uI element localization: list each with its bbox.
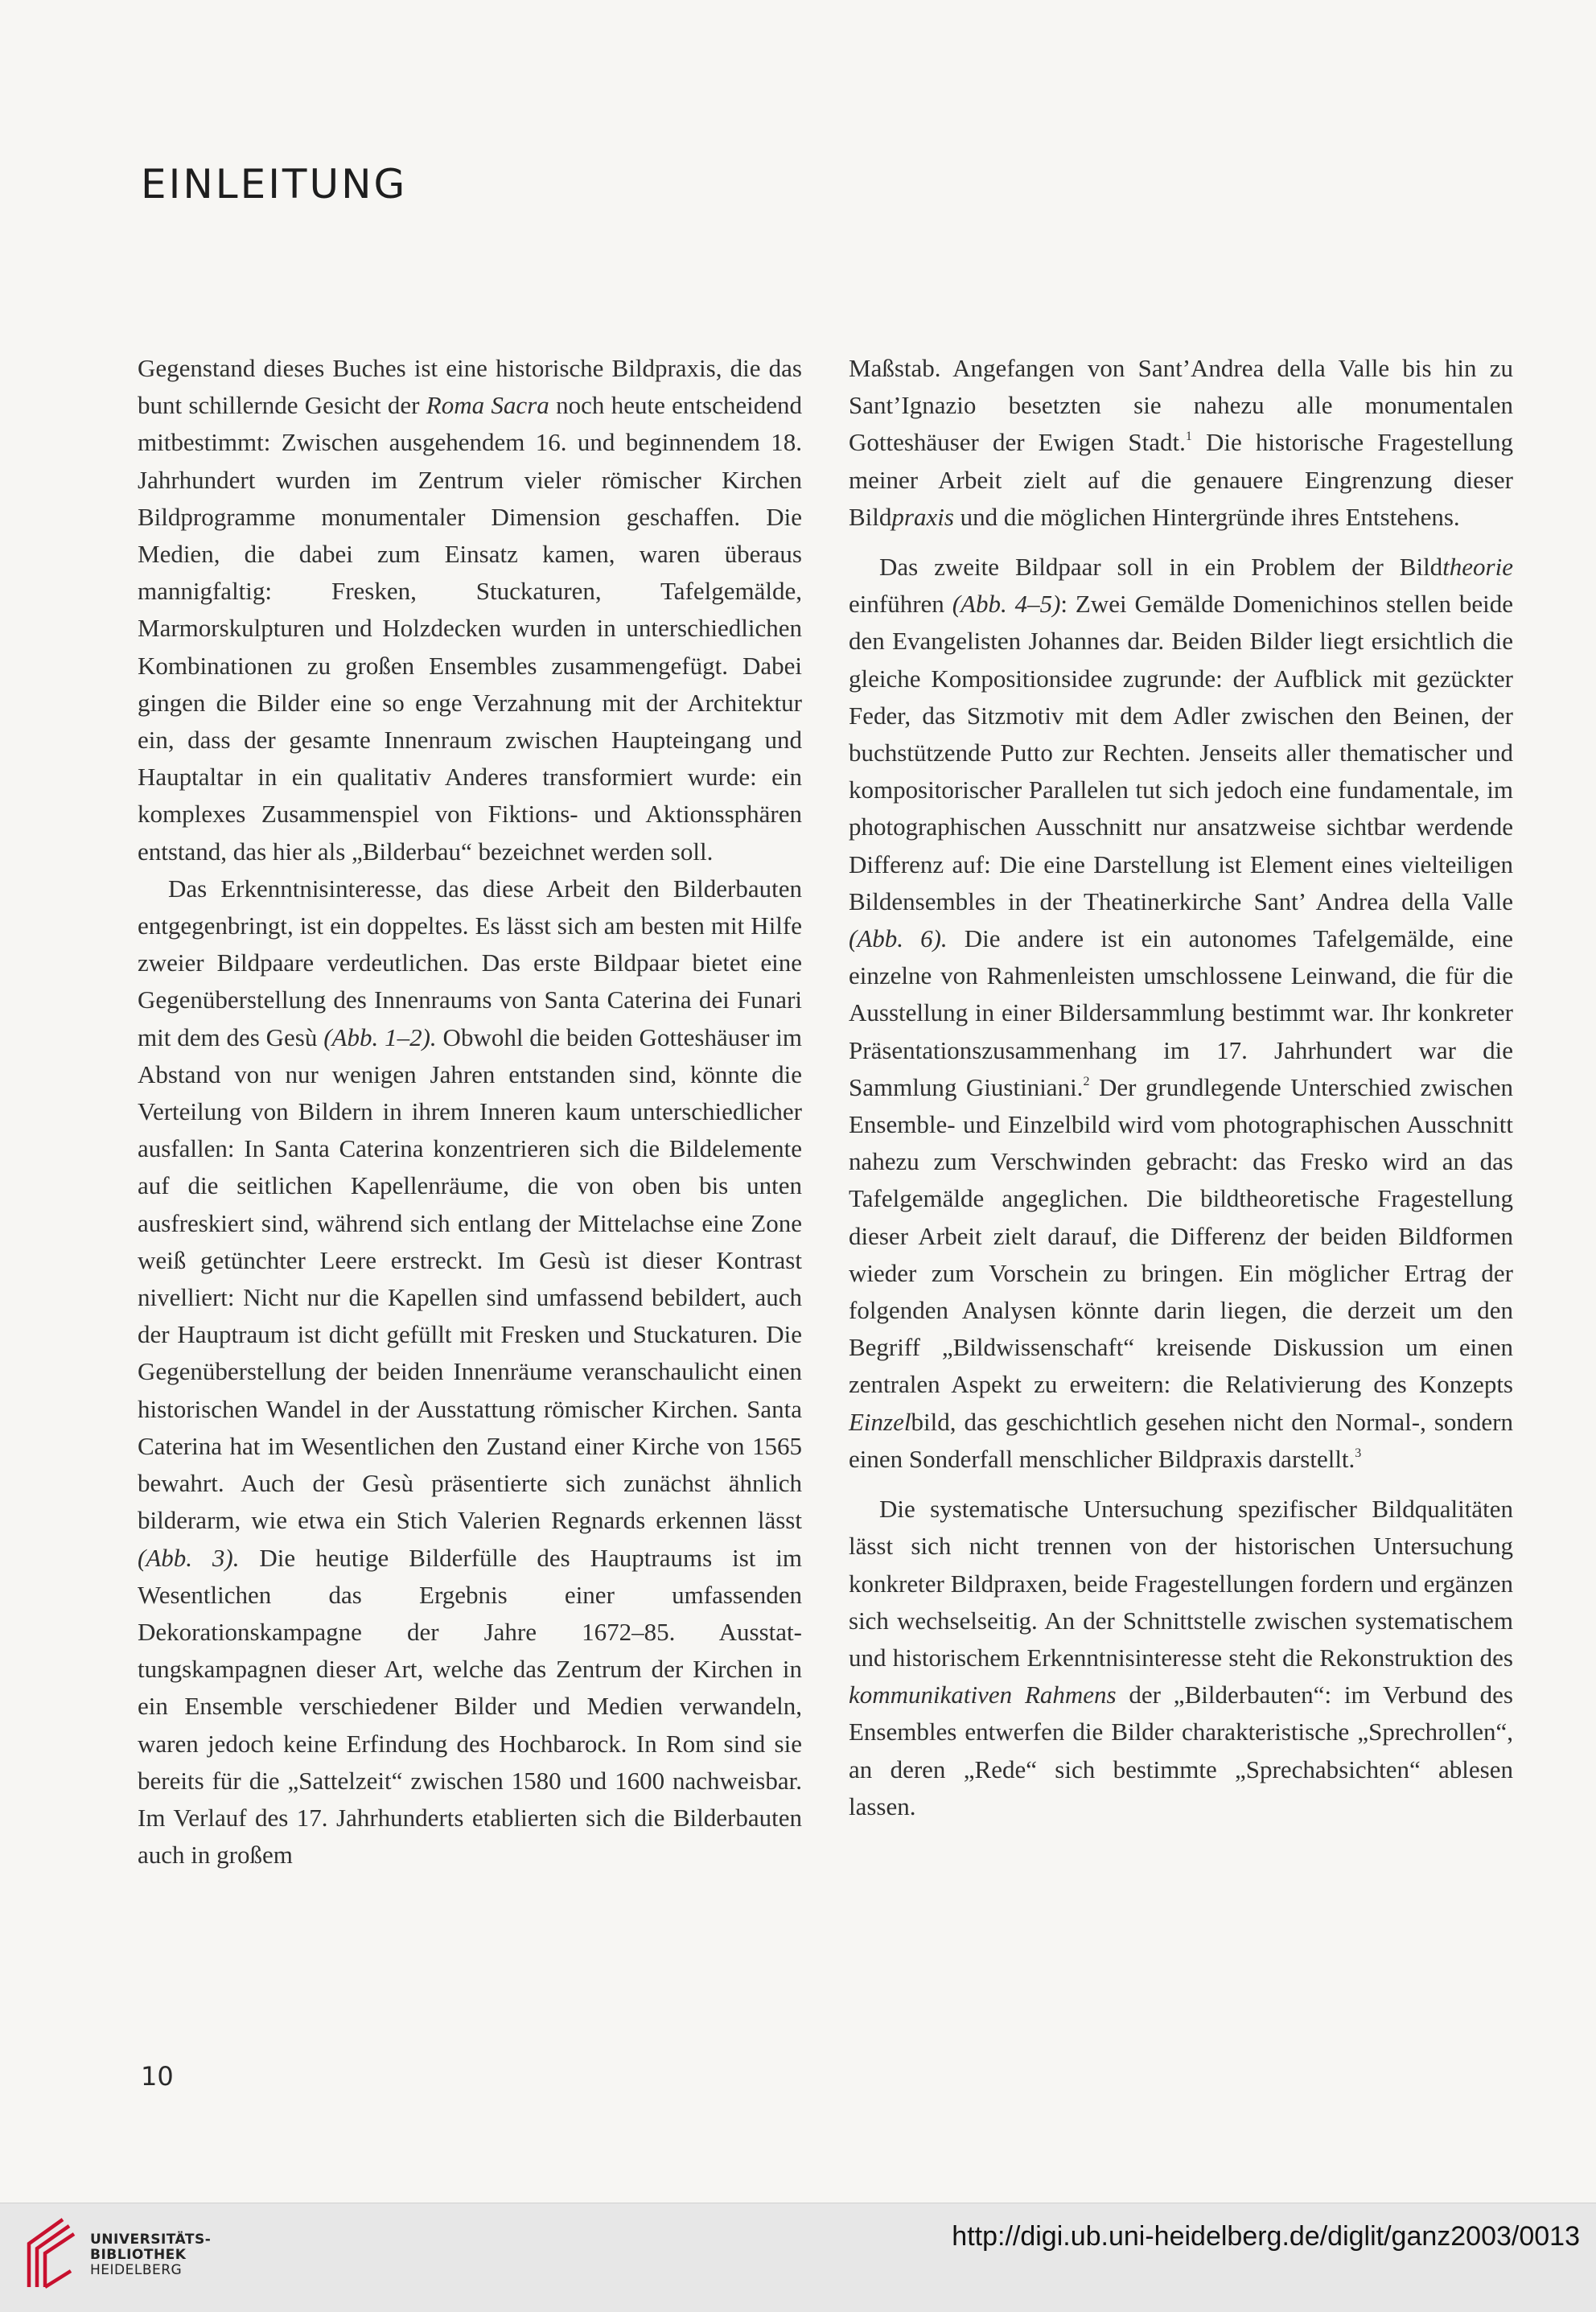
paragraph: Das Erkenntnisinteresse, das diese Arbeit den Bilderbauten entgegenbringt, ist ein doppeltes. Es lässt sich am besten mit Hilfe zweier Bildpaare verdeutlichen. Das erste Bildpaar bietet eine Gegenüberstellung des Innenraums von Santa Caterina dei Funari mit dem des Gesù (Abb. 1–2). Obwohl die beiden Gotteshäuser im Abstand von nur wenigen Jahren entstanden sind, könnte die Verteilung von Bildern in ihrem Inneren kaum unterschiedlicher ausfallen: In Santa Caterina konzentrieren sich die Bildelemente auf die seitlichen Kapellenräume, die von oben bis unten ausfreskiert sind, während sich entlang der Mittelachse eine Zone weiß getünchter Leere erstreckt. Im Gesù ist dieser Kontrast nivelliert: Nicht nur die Kapellen sind umfassend bebildert, auch der Hauptraum ist dicht gefüllt mit Fresken und Stuckaturen. Die Gegenüberstellung der beiden Innenräume veranschaulicht einen historischen Wandel in der Ausstattung römischer Kirchen. Santa Caterina hat im Wesentlichen den Zustand einer Kirche von 1565 bewahrt. Auch der Gesù präsentierte sich zunächst ähnlich bilderarm, wie etwa ein Stich Valerien Regnards erkennen lässt (Abb. 3). Die heutige Bilderfülle des Hauptraums ist im Wesentlichen das Ergebnis einer umfassenden Dekorationskampagne der Jahre 1672–85. Ausstattungskampagnen dieser Art, welche das Zentrum der Kirchen in ein Ensemble verschiedener Bilder und Medien verwandeln, waren jedoch keine Erfindung des Hochbarock. In Rom sind sie bereits für die „Sattelzeit“ zwischen 1580 und 1600 nachweisbar. Im Verlauf des 17. Jahrhunderts etablierten sich die Bilderbauten auch in großem	[138, 874, 802, 1870]
figure-reference: (Abb. 3).	[138, 1543, 240, 1572]
italic-term: Einzel	[849, 1407, 911, 1436]
paragraph: Das zweite Bildpaar soll in ein Problem der Bildtheorie einführen (Abb. 4–5): Zwei Gemälde Domenichinos stellen beide den Evangelisten Johannes dar. Beiden Bilder liegt ersichtlich die gleiche Kompositionsidee zugrunde: der Aufblick mit gezückter Feder, das Sitzmotiv mit dem Adler zwischen den Beinen, der buchstützende Putto zur Rechten. Jenseits aller thematischer und kompositorischer Parallelen tut sich jedoch eine fundamentale, im photographischen Ausschnitt nur ansatzweise sichtbar werdende Differenz auf: Die eine Darstellung ist Element eines vielteiligen Bildensembles in der Theatinerkirche Sant’ Andrea della Valle (Abb. 6). Die andere ist ein autonomes Tafelgemälde, eine einzelne von Rahmenleisten umschlossene Leinwand, die für die Ausstellung in einer Bildersammlung bestimmt war. Ihr konkreter Präsentationszusammenhang im 17. Jahrhundert war die Sammlung Giustiniani.$^2$ Der grundlegende Unterschied zwischen Ensemble- und Einzelbild wird vom photographischen Ausschnitt nahezu zum Verschwinden gebracht: das Fresko wird an das Tafelgemälde angeglichen. Die bildtheoretische Fragestellung dieser Arbeit zielt darauf, die Differenz der beiden Bildformen wieder zum Vorschein zu bringen. Ein möglicher Ertrag der folgenden Analysen könnte darin liegen, die derzeit um den Begriff „Bildwissenschaft“ kreisende Diskussion um einen zentralen Aspekt zu erweitern: die Relativierung des Konzepts Einzelbild, das geschichtlich gesehen nicht den Normal-, sondern einen Sonderfall menschlicher Bildpraxis darstellt.$^3$	[849, 553, 1513, 1473]
paragraph: Die systematische Untersuchung spezifischer Bildqualitäten lässt sich nicht trennen von der historischen Untersuchung konkreter Bildpraxen, beide Fragestellungen fordern und ergänzen sich wechselseitig. An der Schnittstelle zwischen systematischem und historischem Erkenntnisinteresse steht die Rekonstruktion des kommunikativen Rahmens der „Bilderbauten“: im Verbund des Ensembles entwerfen die Bilder charakteristische „Sprechrollen“, an deren „Rede“ sich bestimmte „Sprechabsichten“ ablesen lassen.	[849, 1495, 1513, 1820]
footnote-marker: 3	[1355, 1446, 1362, 1460]
italic-term: Roma Sacra	[426, 391, 549, 420]
paragraph: Maßstab. Angefangen von Sant’Andrea della Valle bis hin zu Sant’Ignazio besetzten sie nahezu alle monumentalen Gotteshäuser der Ewigen Stadt.$^1$ Die historische Fragestellung meiner Arbeit zielt auf die genauere Eingrenzung dieser Bildpraxis und die möglichen Hintergründe ihres Entstehens.	[849, 354, 1513, 531]
text-column-left	[138, 350, 802, 1874]
page-number: 10	[141, 2061, 174, 2092]
footnote-marker: 1	[1185, 430, 1192, 444]
figure-reference: (Abb. 1–2).	[323, 1022, 437, 1051]
source-url-link[interactable]: http://digi.ub.uni-heidelberg.de/diglit/ganz2003/0013	[952, 2221, 1580, 2252]
ub-heidelberg-logo-icon	[21, 2213, 77, 2293]
italic-term: praxis	[891, 502, 954, 531]
paragraph: Gegenstand dieses Buches ist eine historische Bildpraxis, die das bunt schillernde Gesicht der Roma Sacra noch heute entscheidend mitbestimmt: Zwischen ausgehendem 16. und beginnendem 18. Jahrhundert wurden im Zentrum vieler römischer Kirchen Bildprogramme monumentaler Dimension geschaffen. Die Medien, die dabei zum Einsatz kamen, waren überaus mannigfaltig: Fresken, Stuckaturen, Tafelgemälde, Marmorskulpturen und Holzdecken wurden in unterschiedlichen Kombinationen zu großen Ensembles zusammengefügt. Dabei gingen die Bilder eine so enge Verzahnung mit der Architektur ein, dass der gesamte Innenraum zwischen Haupteingang und Hauptaltar in ein qualitativ Anderes transformiert wurde: ein komplexes Zusammenspiel von Fiktions- und Aktionssphären entstand, das hier als „Bilderbau“ bezeichnet werden soll.	[138, 354, 803, 866]
library-logo-text: UNIVERSITÄTS- BIBLIOTHEK HEIDELBERG	[90, 2232, 212, 2278]
footnote-marker: 2	[1083, 1074, 1090, 1088]
figure-reference: (Abb. 6).	[849, 924, 948, 953]
italic-term: theorie	[1442, 553, 1513, 582]
italic-term: kommunikativen Rahmens	[849, 1681, 1117, 1709]
digitization-footer	[0, 2203, 1596, 2312]
figure-reference: (Abb. 4–5)	[952, 590, 1061, 619]
chapter-heading: EINLEITUNG	[141, 161, 408, 208]
text-column-right	[849, 350, 1513, 1825]
